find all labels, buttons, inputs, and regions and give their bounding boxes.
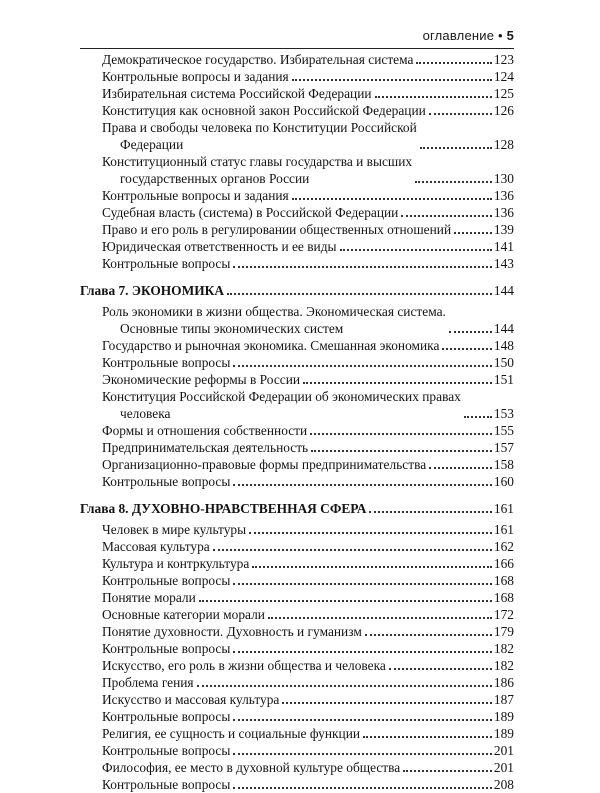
toc-page-number: 166 [493,556,514,571]
toc-entry-title [102,337,439,354]
dot-leader [233,483,492,486]
toc-entry-line: Конституция Российской Федерации об экономических правах [102,389,461,404]
toc-page-number: 148 [493,338,514,353]
toc-page-number: 130 [493,171,514,186]
toc-page-number: 189 [493,709,514,724]
toc-entry-line: Контрольные вопросы [102,641,231,656]
toc-entry [80,354,514,371]
toc-entry [80,388,514,422]
toc-entry-title [102,473,230,490]
toc-entry-line: Контрольные вопросы [102,573,231,588]
toc-entry-line: государственных органов России [120,171,310,186]
dot-leader [233,265,492,268]
toc-entry-title [102,371,300,388]
chapter-heading [80,282,514,299]
toc-entry-title [102,354,230,371]
toc-page-number: 158 [493,457,514,472]
dot-leader [233,364,492,367]
dot-leader [311,449,492,452]
dot-leader [197,684,492,687]
toc-page-number: 141 [493,239,514,254]
toc-entry [80,657,514,674]
toc-page-number: 172 [493,607,514,622]
toc-entry [80,742,514,759]
toc-entry-title [102,623,362,640]
toc-page-number: 155 [493,423,514,438]
toc-entry-title [102,572,230,589]
toc-entry [80,456,514,473]
dot-leader [464,415,492,418]
toc-page-number: 144 [493,321,514,336]
dot-leader [416,61,491,64]
dot-leader [227,292,492,295]
chapter-heading [80,500,514,517]
toc-entry-title [102,742,230,759]
toc-entry [80,119,514,153]
toc-entry-line: Юридическая ответственность и ее виды [102,239,337,254]
toc-entry-line: Понятие морали [102,590,196,605]
dot-leader [375,95,492,98]
dot-leader [249,531,492,534]
toc-page-number: 201 [493,743,514,758]
toc-entry-line: Избирательная система Российской Федерации [102,86,372,101]
toc-page-number: 128 [493,137,514,152]
toc-entry [80,337,514,354]
toc-entry-title [102,51,413,68]
toc-page-number: 136 [493,205,514,220]
toc-entry-line: Проблема гения [102,675,194,690]
toc-entry-line: Контрольные вопросы [102,474,231,489]
dot-leader [199,599,492,602]
dot-leader [363,735,492,738]
toc-entry-title [102,221,451,238]
dot-leader [442,347,492,350]
toc-entry-line: Контрольные вопросы [102,256,231,271]
toc-entry [80,439,514,456]
toc-entry [80,555,514,572]
dot-leader [233,786,492,789]
toc-entry-title [102,606,265,623]
dot-leader [282,701,492,704]
toc-entry [80,68,514,85]
dot-leader [268,616,492,619]
dot-leader [233,650,492,653]
dot-leader [454,231,492,234]
dot-leader [303,381,492,384]
toc-entry-line: Контрольные вопросы и задания [102,188,289,203]
toc-entry-line: Контрольные вопросы [102,743,231,758]
toc-entry [80,51,514,68]
toc-entry-line: Организационно-правовые формы предпринимательства [102,457,427,472]
toc-entry-line: Искусство и массовая культура [102,692,280,707]
dot-leader [403,769,492,772]
toc-entry-title [102,119,417,153]
dot-leader [233,582,492,585]
toc-entry-line: Конституция как основной закон Российской Федерации [102,103,426,118]
toc-entry [80,623,514,640]
toc-page-number: 201 [493,760,514,775]
dot-leader [369,510,491,513]
toc-entry-line: Массовая культура [102,539,210,554]
toc-entry-title [102,255,230,272]
toc-entry-line: Контрольные вопросы [102,709,231,724]
toc-page-number: 139 [493,222,514,237]
toc-page-number: 208 [493,777,514,792]
header-rule [80,48,514,49]
toc-entry [80,674,514,691]
table-of-contents [80,51,514,793]
toc-entry [80,204,514,221]
toc-entry-line: Право и его роль в регулировании общественных отношений [102,222,452,237]
toc-entry [80,725,514,742]
toc-page-number: 182 [493,658,514,673]
dot-leader [449,330,492,333]
toc-entry-title [102,153,412,187]
toc-entry [80,238,514,255]
toc-entry-line: Религия, ее сущность и социальные функции [102,726,361,741]
toc-page-number: 157 [493,440,514,455]
dot-leader [213,548,492,551]
dot-leader [401,214,492,217]
toc-entry [80,473,514,490]
toc-entry-title [102,691,279,708]
toc-entry [80,691,514,708]
toc-entry-title [102,388,461,422]
toc-entry-title [102,657,386,674]
toc-entry-line: Права и свободы человека по Конституции Российской [102,120,417,135]
toc-entry [80,640,514,657]
toc-entry [80,221,514,238]
toc-entry-title [102,422,307,439]
toc-entry-title [102,102,426,119]
toc-page-number: 187 [493,692,514,707]
toc-page-number: 150 [493,355,514,370]
toc-page-number: 160 [493,474,514,489]
toc-entry [80,589,514,606]
dot-leader [340,248,492,251]
toc-page-number: 168 [493,573,514,588]
toc-entry-title [102,589,196,606]
toc-entry [80,606,514,623]
toc-entry-title [102,456,426,473]
toc-page-number: 151 [493,372,514,387]
toc-page-number: 168 [493,590,514,605]
toc-entry-line: Понятие духовности. Духовность и гуманизм [102,624,362,639]
toc-entry-line: Государство и рыночная экономика. Смешанная экономика [102,338,440,353]
toc-entry-line: Культура и контркультура [102,556,250,571]
toc-page-number: 126 [493,103,514,118]
chapter-page-number: 161 [493,501,514,516]
toc-entry [80,255,514,272]
toc-entry-line: Контрольные вопросы и задания [102,69,289,84]
toc-page-number: 189 [493,726,514,741]
dot-leader [292,78,492,81]
toc-page-number: 143 [493,256,514,271]
toc-entry-line: Демократическое государство. Избирательная система [102,52,414,67]
header-bullet: • [497,28,503,43]
toc-entry-title [102,68,289,85]
toc-entry-title [102,85,372,102]
toc-entry-title [102,204,398,221]
toc-entry-title [102,640,230,657]
toc-entry-title [102,759,400,776]
toc-entry-title [102,674,194,691]
dot-leader [252,565,492,568]
dot-leader [233,752,492,755]
toc-entry [80,422,514,439]
toc-entry-line: Искусство, его роль в жизни общества и человека [102,658,386,673]
toc-page-number: 161 [493,522,514,537]
header-page-number: 5 [506,28,514,43]
toc-entry [80,303,514,337]
toc-entry-line: Основные типы экономических систем [120,321,344,336]
header-title: оглавление [422,28,495,43]
toc-entry [80,85,514,102]
toc-entry-title [102,708,230,725]
toc-entry-title [102,521,246,538]
toc-entry-line: Основные категории морали [102,607,265,622]
toc-entry [80,572,514,589]
dot-leader [233,718,492,721]
toc-page-number: 162 [493,539,514,554]
toc-entry-line: Человек в мире культуры [102,522,247,537]
toc-entry-line: Предпринимательская деятельность [102,440,309,455]
toc-entry-line: Философия, ее место в духовной культуре общества [102,760,401,775]
dot-leader [415,180,492,183]
toc-entry [80,538,514,555]
toc-entry-line: Конституционный статус главы государства и высших [102,154,413,169]
dot-leader [365,633,492,636]
toc-page-number: 124 [493,69,514,84]
toc-entry-title [102,538,210,555]
dot-leader [429,466,492,469]
toc-page-number: 186 [493,675,514,690]
chapter-title: Глава 8. ДУХОВНО-НРАВСТВЕННАЯ СФЕРА [80,501,367,516]
toc-entry-line: Контрольные вопросы [102,777,231,792]
toc-entry [80,759,514,776]
dot-leader [389,667,492,670]
toc-entry-line: Роль экономики в жизни общества. Экономическая система. [102,304,446,319]
toc-entry [80,187,514,204]
dot-leader [420,146,492,149]
toc-entry-title [102,303,446,337]
toc-page-number: 125 [493,86,514,101]
running-header [423,28,514,43]
toc-entry-line: Контрольные вопросы [102,355,231,370]
toc-entry-title [102,187,289,204]
toc-entry-title [102,725,360,742]
toc-entry-title [102,555,249,572]
toc-entry [80,776,514,793]
toc-entry [80,371,514,388]
chapter-title: Глава 7. ЭКОНОМИКА [80,283,225,298]
dot-leader [292,197,492,200]
dot-leader [310,432,492,435]
toc-entry [80,521,514,538]
toc-page-number: 136 [493,188,514,203]
toc-page-number: 153 [493,406,514,421]
toc-entry-title [102,776,230,793]
toc-entry-line: Федерации [120,137,184,152]
toc-page-number: 182 [493,641,514,656]
toc-page-number: 123 [493,52,514,67]
toc-entry [80,102,514,119]
toc-entry-line: Формы и отношения собственности [102,423,308,438]
toc-entry-line: Экономические реформы в России [102,372,301,387]
toc-entry [80,708,514,725]
dot-leader [429,112,492,115]
chapter-page-number: 144 [493,283,514,298]
toc-entry-title [102,439,308,456]
toc-entry-line: Судебная власть (система) в Российской Федерации [102,205,399,220]
toc-entry-title [102,238,337,255]
toc-entry [80,153,514,187]
toc-entry-line: человека [120,406,171,421]
toc-page-number: 179 [493,624,514,639]
